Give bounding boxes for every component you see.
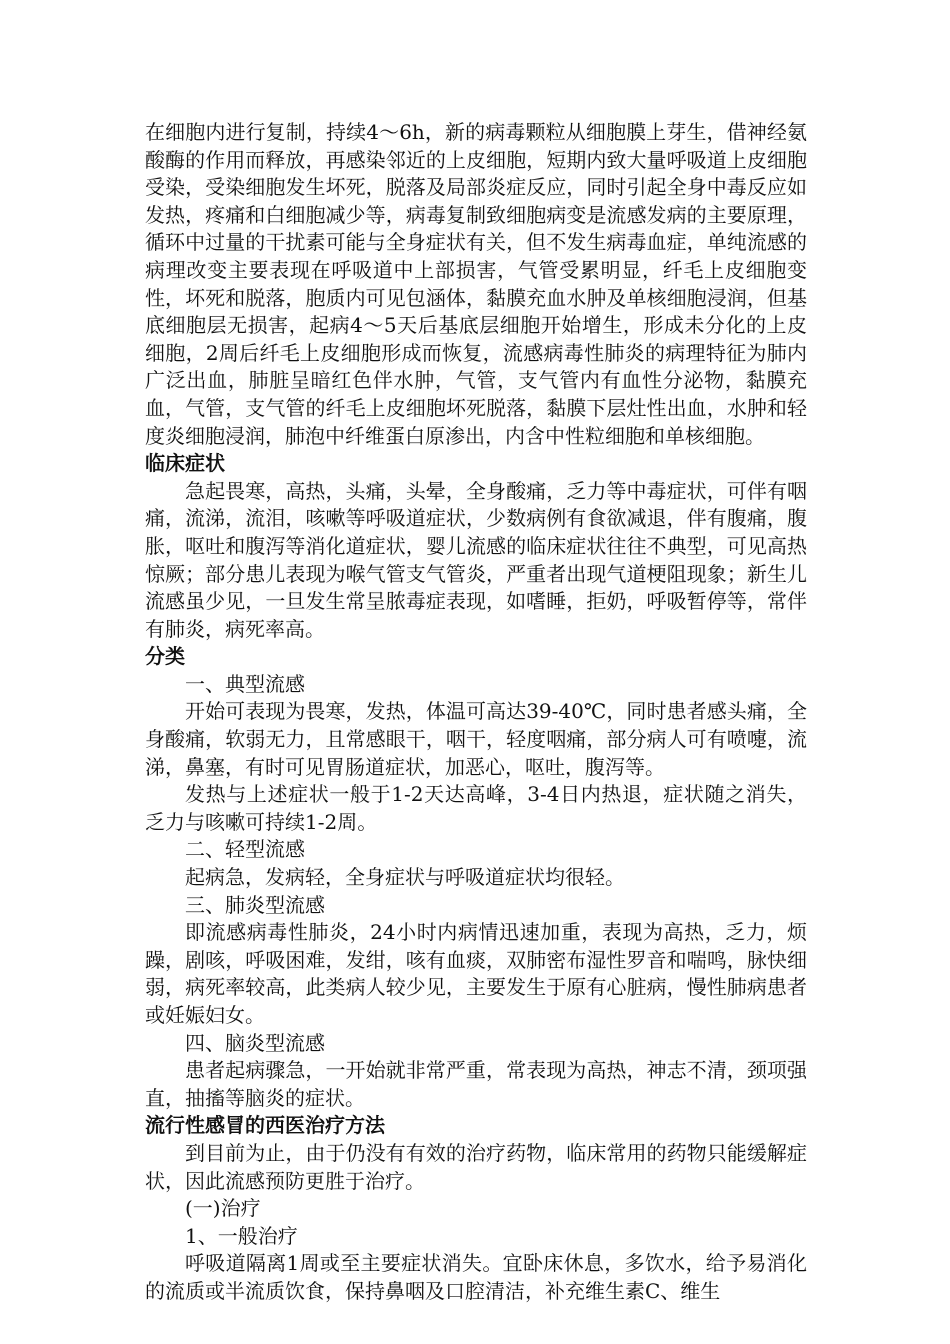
pathology-paragraph: 在细胞内进行复制，持续4～6h，新的病毒颗粒从细胞膜上芽生，借神经氨酸酶的作用而释放，再感染邻近的上皮细胞，短期内致大量呼吸道上皮细胞受染，受染细胞发生坏死，脱落及局部炎症反应，同时引起全身中毒反应如发热，疼痛和白细胞减少等，病毒复制致细胞病变是流感发病的主要原理，循环中过量的干扰素可能与全身症状有关，但不发生病毒血症，单纯流感的病理改变主要表现在呼吸道中上部损害，气管受累明显，纤毛上皮细胞变性，坏死和脱落，胞质内可见包涵体，黏膜充血水肿及单核细胞浸润，但基底细胞层无损害，起病4～5天后基底层细胞开始增生，形成未分化的上皮细胞，2周后纤毛上皮细胞形成而恢复，流感病毒性肺炎的病理特征为肺内广泛出血，肺脏呈暗红色伴水肿，气管，支气管内有血性分泌物，黏膜充血，气管，支气管的纤毛上皮细胞坏死脱落，黏膜下层灶性出血，水肿和轻度炎细胞浸润，肺泡中纤维蛋白原渗出，内含中性粒细胞和单核细胞。 <box>145 120 807 448</box>
typical-flu-paragraph-1: 开始可表现为畏寒，发热，体温可高达39-40℃，同时患者感头痛，全身酸痛，软弱无力，且常感眼干，咽干，轻度咽痛，部分病人可有喷嚏，流涕，鼻塞，有时可见胃肠道症状，加恶心，呕吐，腹泻等。 <box>145 699 807 779</box>
treatment-subheading: (一)治疗 <box>185 1196 261 1221</box>
mild-flu-paragraph: 起病急，发病轻，全身症状与呼吸道症状均很轻。 <box>185 865 625 890</box>
encephalitis-flu-title: 四、脑炎型流感 <box>185 1030 325 1055</box>
typical-flu-title: 一、典型流感 <box>185 671 305 696</box>
mild-flu-title: 二、轻型流感 <box>185 837 305 862</box>
classification-heading: 分类 <box>145 644 185 669</box>
clinical-symptoms-heading: 临床症状 <box>145 451 225 476</box>
pneumonia-flu-paragraph: 即流感病毒性肺炎，24小时内病情迅速加重，表现为高热，乏力，烦躁，剧咳，呼吸困难，发绀，咳有血痰，双肺密布湿性罗音和喘鸣，脉快细弱，病死率较高，此类病人较少见，主要发生于原有心脏病，慢性肺病患者或妊娠妇女。 <box>145 920 807 1027</box>
pneumonia-flu-title: 三、肺炎型流感 <box>185 892 325 917</box>
general-treatment-title: 1、一般治疗 <box>185 1223 298 1248</box>
encephalitis-flu-paragraph: 患者起病骤急，一开始就非常严重，常表现为高热，神志不清，颈项强直，抽搐等脑炎的症状。 <box>145 1058 807 1110</box>
general-treatment-paragraph: 呼吸道隔离1周或至主要症状消失。宜卧床休息，多饮水，给予易消化的流质或半流质饮食，保持鼻咽及口腔清洁，补充维生素C、维生 <box>145 1251 807 1303</box>
treatment-paragraph: 到目前为止，由于仍没有有效的治疗药物，临床常用的药物只能缓解症状，因此流感预防更胜于治疗。 <box>145 1140 807 1193</box>
document-page <box>145 119 807 1306</box>
typical-flu-paragraph-2: 发热与上述症状一般于1-2天达高峰，3-4日内热退，症状随之消失，乏力与咳嗽可持续1-2周。 <box>145 782 807 834</box>
clinical-symptoms-paragraph: 急起畏寒，高热，头痛，头晕，全身酸痛，乏力等中毒症状，可伴有咽痛，流涕，流泪，咳嗽等呼吸道症状，少数病例有食欲减退，伴有腹痛，腹胀，呕吐和腹泻等消化道症状，婴儿流感的临床症状往往不典型，可见高热惊厥；部分患儿表现为喉气管支气管炎，严重者出现气道梗阻现象；新生儿流感虽少见，一旦发生常呈脓毒症表现，如嗜睡，拒奶，呼吸暂停等，常伴有肺炎，病死率高。 <box>145 478 807 641</box>
treatment-heading: 流行性感冒的西医治疗方法 <box>145 1113 385 1138</box>
